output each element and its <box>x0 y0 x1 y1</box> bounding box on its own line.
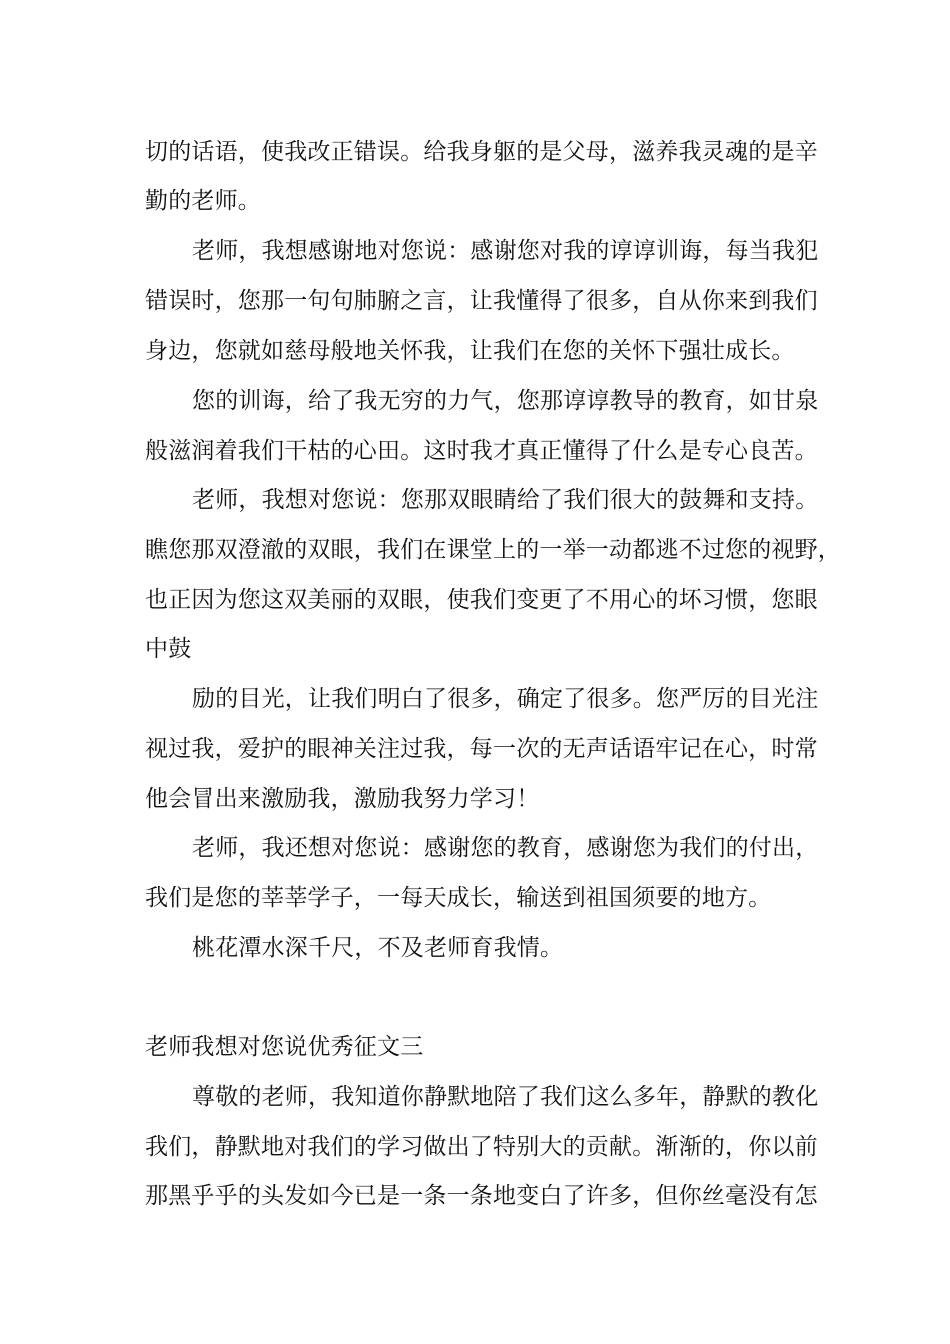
paragraph-first-line: 尊敬的老师，我知道你静默地陪了我们这么多年，静默的教化 <box>192 1084 819 1110</box>
paragraph-first-line: 励的目光，让我们明白了很多，确定了很多。您严厉的目光注 <box>192 686 819 712</box>
text-line: 也正因为您这双美丽的双眼，使我们变更了不用心的坏习惯，您眼 <box>145 587 818 613</box>
text-line: 我们，静默地对我们的学习做出了特别大的贡献。渐渐的，你以前 <box>145 1134 818 1160</box>
text-line: 中鼓 <box>145 636 192 662</box>
text-line: 视过我，爱护的眼神关注过我，每一次的无声话语牢记在心，时常 <box>145 736 818 762</box>
text-line: 错误时，您那一句句肺腑之言，让我懂得了很多，自从你来到我们 <box>145 288 818 314</box>
paragraph-first-line: 您的训诲，给了我无穷的力气，您那谆谆教导的教育，如甘泉 <box>192 388 819 414</box>
text-line: 切的话语，使我改正错误。给我身躯的是父母，滋养我灵魂的是辛 <box>145 139 818 165</box>
paragraph-first-line: 老师，我想对您说：您那双眼睛给了我们很大的鼓舞和支持。 <box>192 487 819 513</box>
paragraph-first-line: 桃花潭水深千尺，不及老师育我情。 <box>192 935 564 961</box>
text-line: 他会冒出来激励我，激励我努力学习！ <box>145 786 540 812</box>
paragraph-first-line: 老师，我想感谢地对您说：感谢您对我的谆谆训诲，每当我犯 <box>192 238 819 264</box>
text-line: 我们是您的莘莘学子，一每天成长，输送到祖国须要的地方。 <box>145 885 772 911</box>
text-line: 般滋润着我们干枯的心田。这时我才真正懂得了什么是专心良苦。 <box>145 438 818 464</box>
text-line: 那黑乎乎的头发如今已是一条一条地变白了许多，但你丝毫没有怎 <box>145 1183 818 1209</box>
text-line: 身边，您就如慈母般地关怀我，让我们在您的关怀下强壮成长。 <box>145 338 795 364</box>
text-line: 勤的老师。 <box>145 188 261 214</box>
paragraph-first-line: 老师，我还想对您说：感谢您的教育，感谢您为我们的付出， <box>192 835 819 861</box>
section-heading: 老师我想对您说优秀征文三 <box>145 1034 424 1060</box>
text-line: 瞧您那双澄澈的双眼，我们在课堂上的一举一动都逃不过您的视野， <box>145 537 841 563</box>
